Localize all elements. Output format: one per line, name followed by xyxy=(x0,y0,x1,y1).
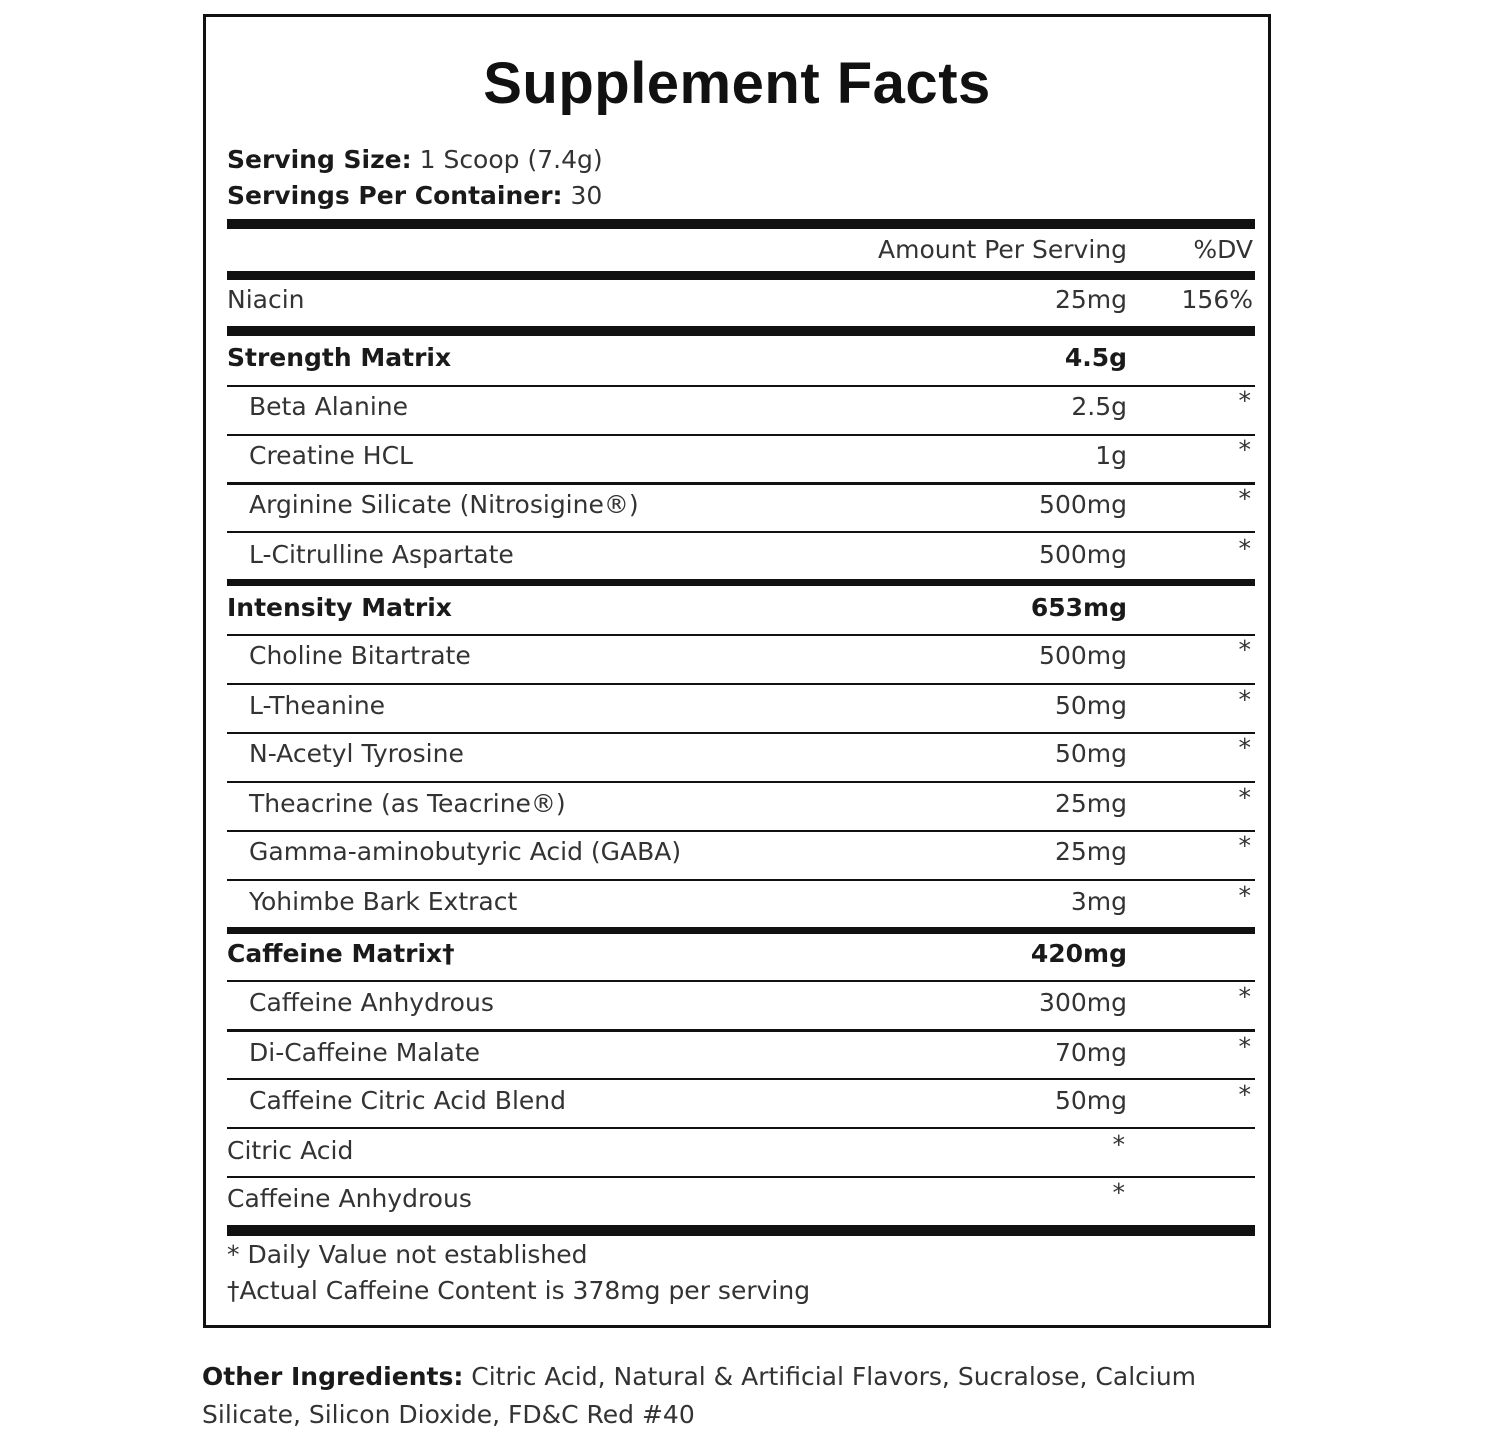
ingredient-amount: 500mg xyxy=(1039,641,1127,670)
ingredient-dv: * xyxy=(1238,881,1251,910)
servings-per-container-label: Servings Per Container: xyxy=(227,181,563,210)
ingredient-name: Citric Acid xyxy=(227,1136,354,1165)
divider-thin xyxy=(227,1127,1255,1129)
panel-title: Supplement Facts xyxy=(483,51,991,116)
servings-per-container xyxy=(227,181,602,211)
ingredient-dv: * xyxy=(1238,685,1251,714)
ingredient-amount: * xyxy=(1112,1178,1125,1207)
ingredient-amount: 500mg xyxy=(1039,490,1127,519)
divider-thin xyxy=(227,1078,1255,1080)
servings-per-container-value: 30 xyxy=(570,181,603,210)
ingredient-name: Theacrine (as Teacrine®) xyxy=(249,789,566,818)
divider-thin xyxy=(227,732,1255,734)
ingredient-dv: * xyxy=(1238,484,1251,513)
ingredient-amount: 2.5g xyxy=(1071,392,1127,421)
divider-thick xyxy=(227,1225,1255,1236)
amount-per-serving-header: Amount Per Serving xyxy=(878,235,1127,264)
ingredient-dv: * xyxy=(1238,1032,1251,1061)
serving-size xyxy=(227,145,603,175)
ingredient-dv: * xyxy=(1238,386,1251,415)
ingredient-name: Beta Alanine xyxy=(249,392,408,421)
other-ingredients-text: Citric Acid, Natural & Artificial Flavors, Sucralose, Calcium Silicate, Silicon Dioxide, FD&C Red #40 xyxy=(202,1362,1197,1429)
blend-amount: 420mg xyxy=(1030,939,1127,968)
supplement-facts-panel xyxy=(203,14,1271,1328)
ingredient-name: Di-Caffeine Malate xyxy=(249,1038,481,1067)
ingredient-amount: 500mg xyxy=(1039,540,1127,569)
divider-thick xyxy=(227,271,1255,280)
ingredient-amount: 300mg xyxy=(1039,988,1127,1017)
ingredient-name: Yohimbe Bark Extract xyxy=(249,887,518,916)
ingredient-amount: 70mg xyxy=(1054,1038,1127,1067)
ingredient-name: Gamma-aminobutyric Acid (GABA) xyxy=(249,837,682,866)
divider-thin xyxy=(227,434,1255,436)
ingredient-amount: 25mg xyxy=(1054,789,1127,818)
divider-thin xyxy=(227,531,1255,533)
ingredient-name: Caffeine Anhydrous xyxy=(249,988,494,1017)
divider-thin xyxy=(227,634,1255,636)
footnote-dv: * Daily Value not established xyxy=(227,1240,588,1269)
ingredient-dv: * xyxy=(1238,534,1251,563)
blend-name: Caffeine Matrix† xyxy=(227,939,455,968)
ingredient-dv: * xyxy=(1238,733,1251,762)
blend-amount: 653mg xyxy=(1030,593,1127,622)
divider-thin xyxy=(227,1029,1255,1032)
divider-thick xyxy=(227,927,1255,934)
serving-size-label: Serving Size: xyxy=(227,145,412,174)
ingredient-name: L-Theanine xyxy=(249,691,386,720)
ingredient-amount: 1g xyxy=(1095,441,1127,470)
ingredient-dv: * xyxy=(1238,1080,1251,1109)
ingredient-amount: 25mg xyxy=(1054,837,1127,866)
divider-thin xyxy=(227,980,1255,982)
nutrient-name: Niacin xyxy=(227,285,305,314)
nutrient-dv: 156% xyxy=(1181,285,1253,314)
ingredient-name: Arginine Silicate (Nitrosigine®) xyxy=(249,490,639,519)
divider-thin xyxy=(227,1176,1255,1178)
ingredient-name: Choline Bitartrate xyxy=(249,641,471,670)
ingredient-dv: * xyxy=(1238,435,1251,464)
blend-name: Strength Matrix xyxy=(227,343,452,372)
ingredient-amount: 50mg xyxy=(1054,739,1127,768)
divider-thin xyxy=(227,830,1255,832)
ingredient-name: Creatine HCL xyxy=(249,441,413,470)
ingredient-amount: 50mg xyxy=(1054,691,1127,720)
divider-thick xyxy=(227,219,1255,229)
divider-thick xyxy=(227,579,1255,586)
ingredient-amount: 3mg xyxy=(1070,887,1127,916)
blend-name: Intensity Matrix xyxy=(227,593,452,622)
divider-thin xyxy=(227,683,1255,685)
ingredient-name: L-Citrulline Aspartate xyxy=(249,540,514,569)
footnote-caffeine: †Actual Caffeine Content is 378mg per serving xyxy=(227,1276,811,1305)
nutrient-amount: 25mg xyxy=(1054,285,1127,314)
other-ingredients xyxy=(202,1358,1262,1434)
serving-size-value: 1 Scoop (7.4g) xyxy=(419,145,603,174)
divider-thin xyxy=(227,385,1255,387)
divider-thin xyxy=(227,781,1255,783)
divider-thin xyxy=(227,482,1255,485)
ingredient-dv: * xyxy=(1238,635,1251,664)
ingredient-name: N-Acetyl Tyrosine xyxy=(249,739,464,768)
ingredient-amount: * xyxy=(1112,1130,1125,1159)
dv-header: %DV xyxy=(1193,235,1253,264)
divider-thin xyxy=(227,879,1255,881)
ingredient-dv: * xyxy=(1238,982,1251,1011)
ingredient-name: Caffeine Citric Acid Blend xyxy=(249,1086,566,1115)
ingredient-name: Caffeine Anhydrous xyxy=(227,1184,472,1213)
ingredient-dv: * xyxy=(1238,831,1251,860)
ingredient-amount: 50mg xyxy=(1054,1086,1127,1115)
other-ingredients-label: Other Ingredients: xyxy=(202,1362,464,1391)
blend-amount: 4.5g xyxy=(1064,343,1127,372)
ingredient-dv: * xyxy=(1238,783,1251,812)
divider-thick xyxy=(227,326,1255,336)
